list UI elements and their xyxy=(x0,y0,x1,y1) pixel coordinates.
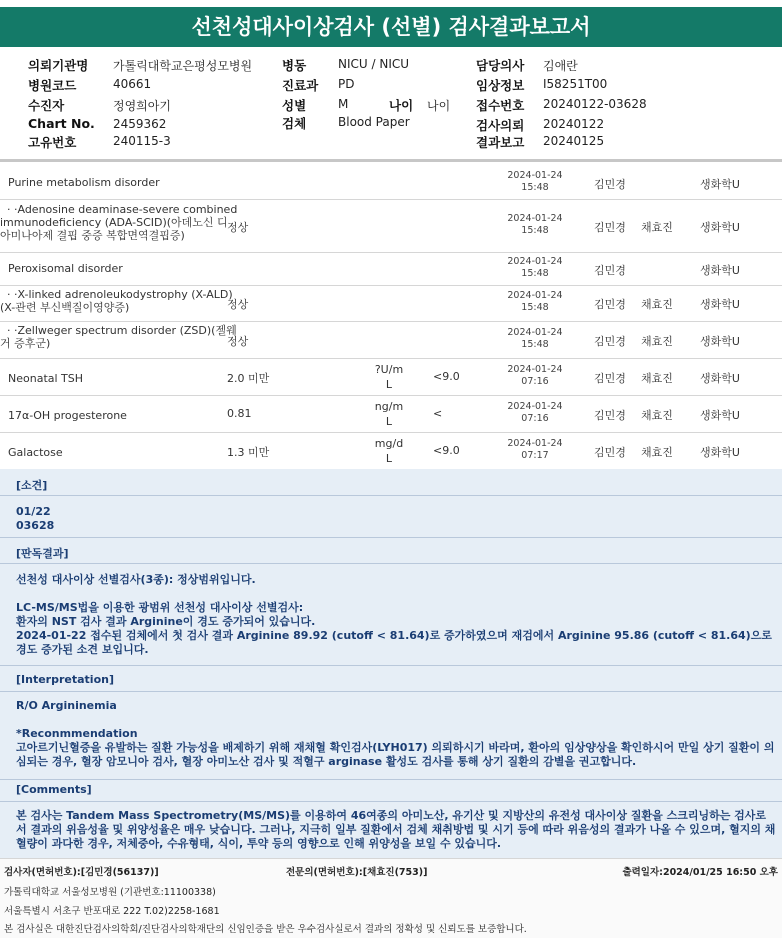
test-name: Purine metabolism disorder xyxy=(8,176,160,189)
result-time: 07:17 xyxy=(521,449,549,461)
footer-address-text: 서울특별시 서초구 반포대로 222 T.02)2258-1681 xyxy=(4,906,220,917)
technician-name: 김민경 xyxy=(594,263,626,277)
certification-text: 본 검사실은 대한진단검사의학회/진단검사의학재단의 신임인증을 받은 우수검사실로서 결과의 정확성 및 신뢰도를 보증합니다. xyxy=(4,924,527,935)
unit-value: ng/m L xyxy=(374,399,404,428)
unique-value: 240115-3 xyxy=(113,134,171,148)
findings-text: 01/22 03628 xyxy=(16,505,55,532)
receipt-value: 20240122-03628 xyxy=(543,97,647,111)
result-row xyxy=(0,285,782,322)
test-name: Peroxisomal disorder xyxy=(8,262,123,275)
test-name: · ·Adenosine deaminase-severe combined immunodeficiency (ADA-SCID)(아데노신 디 아미나아제 결핍 중증 복합면역결핍증) xyxy=(0,203,238,242)
result-row xyxy=(0,199,782,253)
findings-header: [소견] xyxy=(16,479,48,492)
test-name: Galactose xyxy=(8,446,63,459)
hospital-value: 가톨릭대학교은평성모병원 xyxy=(113,59,253,73)
result-time: 15:48 xyxy=(521,224,549,236)
result-row xyxy=(0,252,782,286)
report-footer xyxy=(0,858,782,938)
ward-label: 병동 xyxy=(282,58,307,73)
test-name: · ·Zellweger spectrum disorder (ZSD)(젤웨 거 증후군) xyxy=(0,324,237,350)
report-title: 선천성대사이상검사 (선별) 검사결과보고서 xyxy=(0,7,782,47)
chart-label: Chart No. xyxy=(28,116,95,131)
clinical-label: 임상정보 xyxy=(476,78,525,93)
specimen-value: Blood Paper xyxy=(338,115,410,129)
result-time: 15:48 xyxy=(521,181,549,193)
result-time: 07:16 xyxy=(521,375,549,387)
footer-hospital-text: 가톨릭대학교 서울성모병원 (기관번호:11100338) xyxy=(4,887,216,898)
reference-value: <9.0 xyxy=(433,443,460,457)
result-date: 2024-01-24 xyxy=(507,212,563,224)
unique-label: 고유번호 xyxy=(28,135,77,150)
interp-top-divider xyxy=(0,665,782,666)
report-section xyxy=(0,469,782,858)
interpretation-header: [Interpretation] xyxy=(16,673,114,686)
judgment-text: 선천성 대사이상 선별검사(3종): 정상범위입니다. LC-MS/MS법을 이용한 광범위 선천성 대사이상 선별검사: 환자의 NST 검사 결과 Arginine이 경도 증가되어 있습니다. 2024-01-22 접수된 검체에서 첫 검사 결과 Arginine 89.92 (cutoff < 81.64)로 증가하였으며 재검에서 Arginine 95.86 (cutoff < 81.64)으로 경도 증가된 소견 보입니다. xyxy=(16,573,772,656)
department-name: 생화학U xyxy=(700,220,740,234)
confirmer-name: 채효진 xyxy=(641,220,673,234)
code-value: 40661 xyxy=(113,77,152,91)
specialist-text: 전문의(면허번호):[채효진(753)] xyxy=(286,867,428,878)
department-name: 생화학U xyxy=(700,445,740,459)
result-date: 2024-01-24 xyxy=(507,169,563,181)
comments-top-divider xyxy=(0,779,782,780)
reference-value: <9.0 xyxy=(433,369,460,383)
findings-divider xyxy=(0,495,782,496)
result-value: 정상 xyxy=(227,334,249,348)
result-row xyxy=(0,395,782,433)
test-name: 17α-OH progesterone xyxy=(8,409,127,422)
print-date-text: 출력일자:2024/01/25 16:50 오후 xyxy=(622,867,778,878)
unit-value: mg/d L xyxy=(374,436,404,465)
header-divider xyxy=(0,159,782,162)
result-date: 2024-01-24 xyxy=(507,437,563,449)
test-name: Neonatal TSH xyxy=(8,372,84,385)
confirmer-name: 채효진 xyxy=(641,408,673,422)
doctor-value: 김애란 xyxy=(543,59,578,73)
result-date: 2024-01-24 xyxy=(507,290,563,301)
result-value: 0.81 xyxy=(227,406,252,420)
report-date-label: 결과보고 xyxy=(476,135,525,150)
confirmer-name: 채효진 xyxy=(641,298,673,311)
result-row xyxy=(0,166,782,200)
chart-value: 2459362 xyxy=(113,117,167,131)
specimen-label: 검체 xyxy=(282,116,307,131)
sex-value: M xyxy=(338,97,349,111)
result-row xyxy=(0,432,782,470)
department-name: 생화학U xyxy=(700,371,740,385)
department-name: 생화학U xyxy=(700,334,740,348)
result-value: 정상 xyxy=(227,298,249,311)
result-date: 2024-01-24 xyxy=(507,255,563,267)
sex-label: 성별 xyxy=(282,98,307,113)
result-time: 15:48 xyxy=(521,302,549,313)
receipt-label: 접수번호 xyxy=(476,98,525,113)
judgment-divider xyxy=(0,563,782,564)
result-value: 정상 xyxy=(227,220,249,234)
technician-name: 김민경 xyxy=(594,445,626,459)
technician-name: 김민경 xyxy=(594,371,626,385)
result-row xyxy=(0,321,782,359)
result-value: 1.3 미만 xyxy=(227,445,270,459)
technician-name: 김민경 xyxy=(594,220,626,234)
department-name: 생화학U xyxy=(700,298,740,311)
age-value: 나이 xyxy=(427,99,451,113)
test-name: · ·X-linked adrenoleukodystrophy (X-ALD) (X-관련 부신백질이영양증) xyxy=(0,288,233,314)
department-name: 생화학U xyxy=(700,177,740,191)
ward-value: NICU / NICU xyxy=(338,57,410,71)
report-date-value: 20240125 xyxy=(543,134,605,148)
result-value: 2.0 미만 xyxy=(227,371,270,385)
unit-value: ?U/m L xyxy=(374,362,404,391)
confirmer-name: 채효진 xyxy=(641,445,673,459)
technician-name: 김민경 xyxy=(594,334,626,348)
doctor-label: 담당의사 xyxy=(476,58,525,73)
result-time: 15:48 xyxy=(521,338,549,350)
judgment-header: [판독결과] xyxy=(16,547,69,560)
comments-text: 본 검사는 Tandem Mass Spectrometry(MS/MS)를 이용하여 46여종의 아미노산, 유기산 및 지방산의 유전성 대사이상 질환을 스크리닝하는 검사로서 결과의 위음성율 및 위양성율은 매우 낮습니다. 그러나, 지극히 일부 질환에서 검체 채취방법 및 시기 등에 따라 위음성의 결과가 나올 수 있으며, 혈지의 채혈량이 과다한 경우, 저체중아, 수유형태, 식이, 투약 등의 영향으로 인해 위양성을 보일 수 있습니다. xyxy=(16,809,776,850)
clinical-value: I58251T00 xyxy=(543,77,608,91)
code-label: 병원코드 xyxy=(28,78,77,93)
reference-value: < xyxy=(433,406,443,420)
result-date: 2024-01-24 xyxy=(507,400,563,412)
dept-label: 진료과 xyxy=(282,78,319,93)
interp-divider xyxy=(0,691,782,692)
examiner-text: 검사자(면허번호):[김민경(56137)] xyxy=(4,867,159,878)
interpretation-text: R/O Argininemia *Reconmmendation 고아르기닌혈증을 유발하는 질환 가능성을 배제하기 위해 재채혈 확인검사(LYH017) 의뢰하시기 바라며, 환아의 임상양상을 확인하시어 만일 상기 질환이 의심되는 경우, 혈장 암모니아 검사, 혈장 아미노산 검사 및 적혈구 arginase 활성도 검사를 통해 상기 질환의 감별을 권고합니다. xyxy=(16,699,775,768)
technician-name: 김민경 xyxy=(594,177,626,191)
department-name: 생화학U xyxy=(700,263,740,277)
result-date: 2024-01-24 xyxy=(507,363,563,375)
hospital-label: 의뢰기관명 xyxy=(28,58,89,73)
patient-info-panel xyxy=(0,52,782,156)
confirmer-name: 채효진 xyxy=(641,334,673,348)
patient-value: 정영희아기 xyxy=(113,99,171,113)
dept-value: PD xyxy=(338,77,355,91)
technician-name: 김민경 xyxy=(594,408,626,422)
result-date: 2024-01-24 xyxy=(507,326,563,338)
technician-name: 김민경 xyxy=(594,298,626,311)
request-label: 검사의뢰 xyxy=(476,118,525,133)
age-label: 나이 xyxy=(389,98,414,113)
result-row xyxy=(0,358,782,396)
result-time: 15:48 xyxy=(521,267,549,279)
judgment-top-divider xyxy=(0,537,782,538)
confirmer-name: 채효진 xyxy=(641,371,673,385)
comments-divider xyxy=(0,801,782,802)
result-time: 07:16 xyxy=(521,412,549,424)
request-value: 20240122 xyxy=(543,117,605,131)
patient-label: 수진자 xyxy=(28,98,65,113)
department-name: 생화학U xyxy=(700,408,740,422)
comments-header: [Comments] xyxy=(16,783,92,796)
